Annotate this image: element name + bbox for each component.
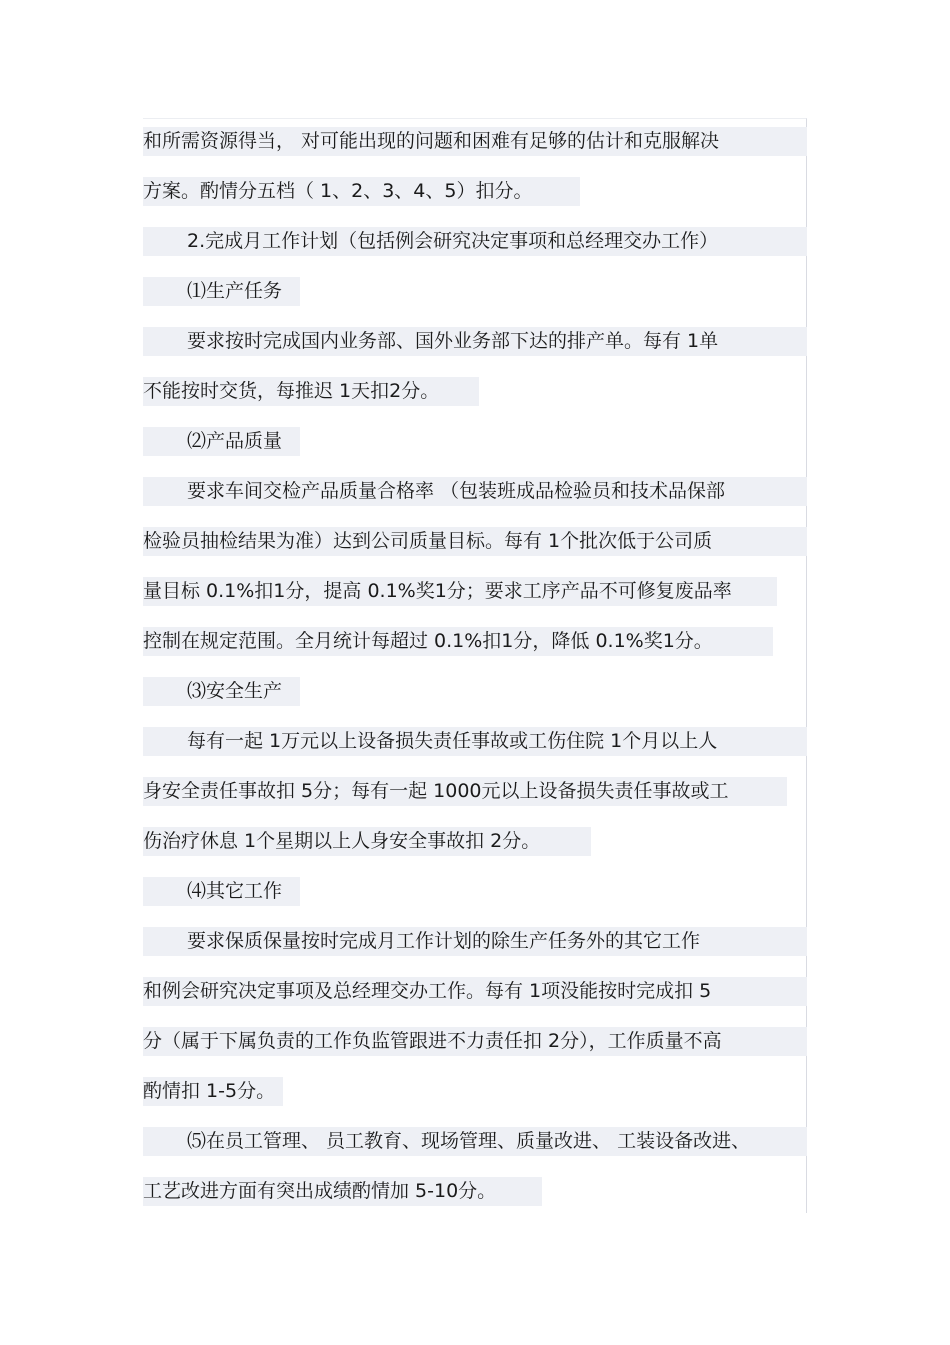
- text-line: 身安全责任事故扣 5分；每有一起 1000元以上设备损失责任事故或工: [143, 777, 787, 806]
- text-line: 要求保质保量按时完成月工作计划的除生产任务外的其它工作: [143, 927, 807, 956]
- text-line: 要求按时完成国内业务部、国外业务部下达的排产单。每有 1单: [143, 327, 807, 356]
- text-line: 方案。酌情分五档（ 1、2、3、4、5）扣分。: [143, 177, 580, 206]
- text-line: 酌情扣 1-5分。: [143, 1077, 283, 1106]
- subsection-heading: ⑷其它工作: [143, 877, 300, 906]
- subsection-heading: ⑸在员工管理、 员工教育、现场管理、质量改进、 工装设备改进、: [143, 1127, 807, 1156]
- text-line: 要求车间交检产品质量合格率 （包装班成品检验员和技术品保部: [143, 477, 807, 506]
- text-line: 和例会研究决定事项及总经理交办工作。每有 1项没能按时完成扣 5: [143, 977, 807, 1006]
- text-line: 不能按时交货，每推迟 1天扣2分。: [143, 377, 479, 406]
- text-line: 工艺改进方面有突出成绩酌情加 5-10分。: [143, 1177, 542, 1206]
- text-line: 检验员抽检结果为准）达到公司质量目标。每有 1个批次低于公司质: [143, 527, 807, 556]
- text-line: 每有一起 1万元以上设备损失责任事故或工伤住院 1个月以上人: [143, 727, 807, 756]
- text-line: 量目标 0.1%扣1分，提高 0.1%奖1分；要求工序产品不可修复废品率: [143, 577, 777, 606]
- subsection-heading: ⑶安全生产: [143, 677, 300, 706]
- subsection-heading: ⑴生产任务: [143, 277, 300, 306]
- text-line: 控制在规定范围。全月统计每超过 0.1%扣1分，降低 0.1%奖1分。: [143, 627, 773, 656]
- text-line: 分（属于下属负责的工作负监管跟进不力责任扣 2分），工作质量不高: [143, 1027, 807, 1056]
- text-line: 和所需资源得当， 对可能出现的问题和困难有足够的估计和克服解决: [143, 127, 807, 156]
- section-heading: 2.完成月工作计划（包括例会研究决定事项和总经理交办工作）: [143, 227, 807, 256]
- subsection-heading: ⑵产品质量: [143, 427, 300, 456]
- text-line: 伤治疗休息 1个星期以上人身安全事故扣 2分。: [143, 827, 591, 856]
